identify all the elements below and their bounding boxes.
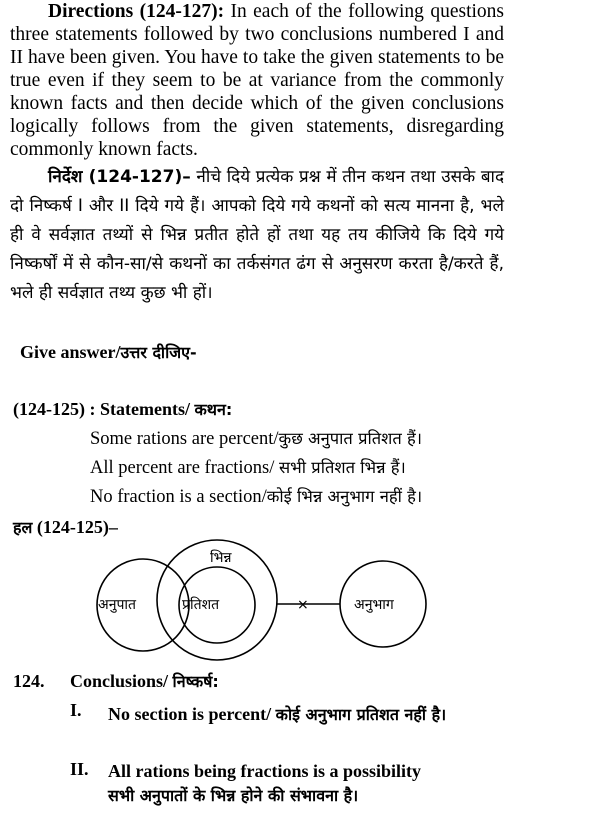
give-answer-label xyxy=(20,341,197,363)
statement-2-en: All percent are fractions/ xyxy=(90,458,280,478)
statements-heading-hi: कथन: xyxy=(194,400,233,419)
conclusions-heading-en: Conclusions/ xyxy=(70,671,173,691)
question-number: 124. xyxy=(13,671,45,691)
percent-label: प्रतिशत xyxy=(182,597,220,613)
directions-text: In each of the following questions three statements followed by two conclusions numbered I and II have been given. You have to take the given statements to be true even if they seem to be at variance from the commonly known facts and then decide which of the given conclusions logically follows from the given statements, disregarding commonly known facts. xyxy=(10,1,504,160)
directions-hindi xyxy=(10,163,504,308)
give-answer-en: Give answer/ xyxy=(20,342,121,362)
solution-heading xyxy=(13,516,118,538)
statement-3-hi: कोई भिन्न अनुभाग नहीं है। xyxy=(266,487,423,506)
conclusion-2-number: II. xyxy=(70,759,89,779)
section-label: अनुभाग xyxy=(354,597,394,613)
statement-1-en: Some rations are percent/ xyxy=(90,429,279,449)
statement-3-en: No fraction is a section/ xyxy=(90,487,267,507)
solution-heading-en: (124-125)– xyxy=(32,517,118,537)
statement-1-hi: कुछ अनुपात प्रतिशत हैं। xyxy=(278,429,423,448)
directions-lead: Directions (124-127): xyxy=(48,1,225,22)
statements-heading-en: (124-125) : Statements/ xyxy=(13,399,195,419)
conclusion-1-hi: कोई अनुभाग प्रतिशत नहीं है। xyxy=(275,705,447,724)
conclusions-heading-hi: निष्कर्ष: xyxy=(172,672,219,691)
conclusion-2-en: All rations being fractions is a possibility xyxy=(108,761,422,781)
conclusions-heading xyxy=(13,670,219,692)
negation-cross-icon: × xyxy=(297,597,309,613)
give-answer-hi: उत्तर दीजिए- xyxy=(120,343,197,362)
fraction-label: भिन्न xyxy=(210,550,232,566)
statements-heading xyxy=(13,398,232,420)
conclusion-1-en: No section is percent/ xyxy=(108,704,276,724)
statement-2 xyxy=(90,455,406,479)
conclusion-2-body xyxy=(108,759,528,808)
directions-hindi-lead: निर्देश (124-127)– xyxy=(48,167,191,187)
statement-3 xyxy=(90,484,422,508)
conclusion-1-number: I. xyxy=(70,700,82,720)
statement-2-hi: सभी प्रतिशत भिन्न हैं। xyxy=(279,458,406,477)
conclusion-1-body xyxy=(108,700,528,729)
statement-1 xyxy=(90,426,422,450)
directions-english xyxy=(10,0,504,161)
directions-hindi-text: नीचे दिये प्रत्येक प्रश्न में तीन कथन तथा उसके बाद दो निष्कर्ष I और II दिये गये हैं। आपको दिये गये कथनों को सत्य मानना है, भले ही वे सर्वज्ञात तथ्यों से भिन्न प्रतीत होते हों तथा यह तय कीजिये कि दिये गये निष्कर्षों में से कौन-सा/से कथनों का तर्कसंगत ढंग से अनुसरण करता है/करते हैं, भले ही सर्वज्ञात तथ्य कुछ भी हों। xyxy=(10,167,504,303)
solution-heading-hi: हल xyxy=(13,518,33,537)
ratio-label: अनुपात xyxy=(98,597,137,613)
conclusion-2-hi: सभी अनुपातों के भिन्न होने की संभावना है। xyxy=(108,786,359,805)
venn-diagram xyxy=(90,538,430,668)
